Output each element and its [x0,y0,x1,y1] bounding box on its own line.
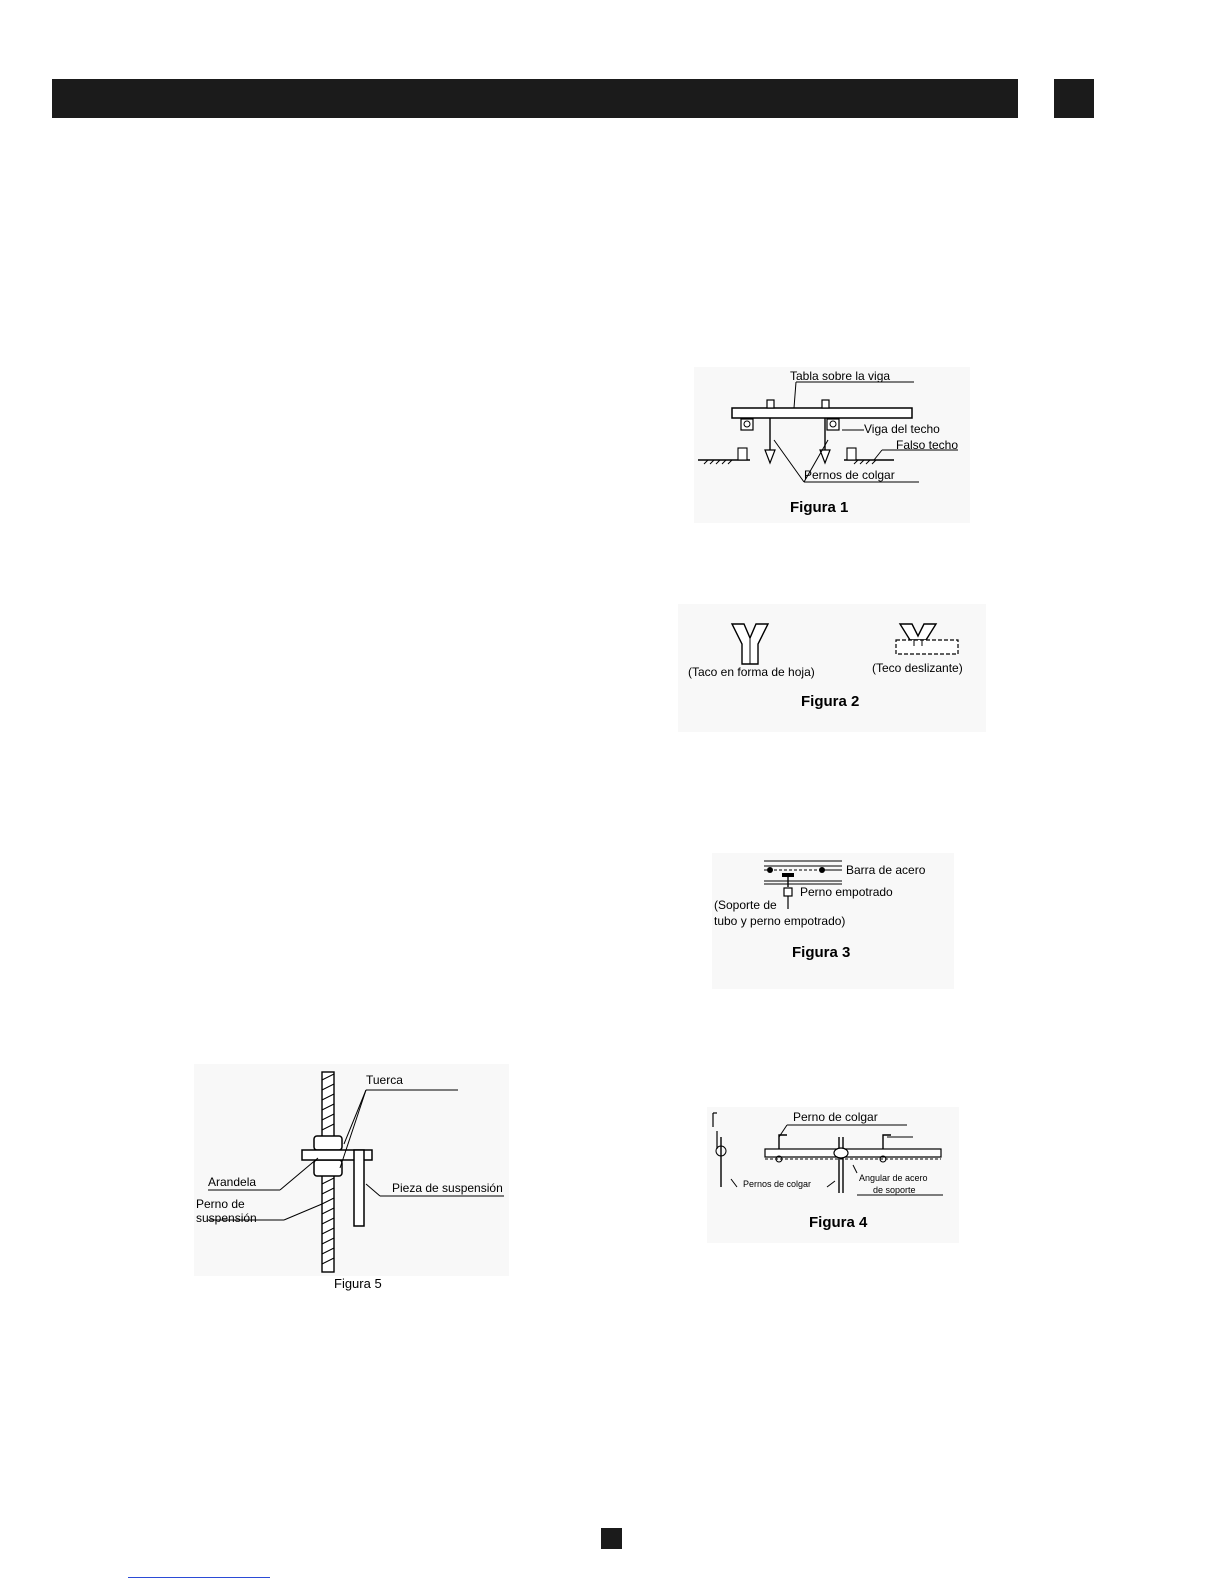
figure-1-label-pernos: Pernos de colgar [804,468,895,482]
figure-3-label-barra: Barra de acero [846,863,926,877]
figure-5-label-perno-1: Perno de [196,1197,245,1211]
figure-5-caption: Figura 5 [334,1276,382,1291]
figure-3-label-soporte-1: (Soporte de [714,898,777,912]
figure-1 [694,367,970,523]
figure-2-label-hoja: (Taco en forma de hoja) [688,665,815,679]
figure-1-label-viga: Viga del techo [864,422,940,436]
figure-4-label-angular-2: de soporte [873,1185,916,1195]
figure-3-caption: Figura 3 [792,944,851,961]
figure-5 [194,1064,509,1276]
figure-5-label-tuerca: Tuerca [366,1073,403,1087]
figure-2 [678,604,986,732]
figure-4-caption: Figura 4 [809,1214,868,1231]
figure-1-caption: Figura 1 [790,499,849,516]
figure-2-caption: Figura 2 [801,693,860,710]
figure-4-label-pernos: Pernos de colgar [743,1179,812,1189]
figure-5-label-perno-2: suspensión [196,1211,257,1225]
figure-4 [707,1107,959,1243]
figure-1-label-tabla: Tabla sobre la viga [790,369,891,383]
figure-3-label-soporte-2: tubo y perno empotrado) [714,914,846,928]
figure-3-label-perno: Perno empotrado [800,885,893,899]
figure-5-label-arandela: Arandela [208,1175,257,1189]
figure-5-label-pieza: Pieza de suspensión [392,1181,503,1195]
header-square [1054,79,1094,118]
figure-1-label-falso: Falso techo [896,438,959,452]
page-number-marker [601,1528,622,1549]
figure-4-label-angular-1: Angular de acero [859,1173,928,1183]
figure-3 [712,853,954,989]
footer-link-underline [128,1577,270,1578]
figure-4-label-perno: Perno de colgar [793,1110,878,1124]
figure-2-label-deslizante: (Teco deslizante) [872,661,963,675]
header-bar [52,79,1018,118]
